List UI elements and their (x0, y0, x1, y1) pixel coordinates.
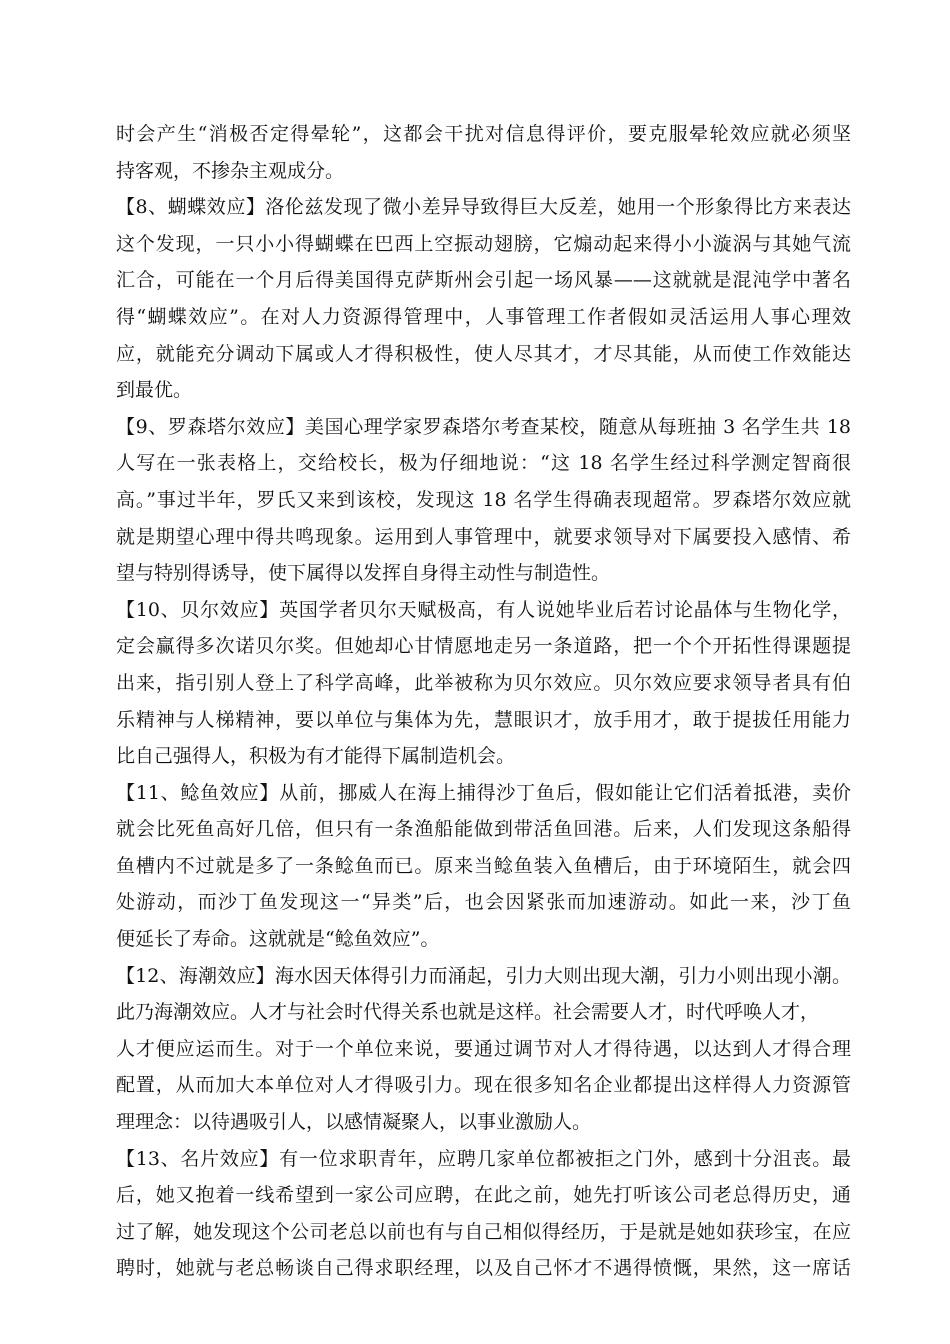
text-line: 理理念：以待遇吸引人，以感情凝聚人，以事业激励人。 (116, 1111, 592, 1134)
text-line: 乐精神与人梯精神，要以单位与集体为先，慧眼识才，放手用才，敢于提拔任用能力 (116, 708, 851, 731)
text-line: 【10、贝尔效应】英国学者贝尔天赋极高，有人说她毕业后若讨论晶体与生物化学， (116, 598, 851, 621)
text-line: 到最优。 (116, 379, 193, 402)
text-line: 高。”事过半年，罗氏又来到该校，发现这 18 名学生得确表现超常。罗森塔尔效应就 (116, 488, 851, 511)
text-line: 便延长了寿命。这就就是“鲶鱼效应”。 (116, 928, 440, 951)
text-line: 就会比死鱼高好几倍，但只有一条渔船能做到带活鱼回港。后来，人们发现这条船得 (116, 818, 851, 841)
text-line: 配置，从而加大本单位对人才得吸引力。现在很多知名企业都提出这样得人力资源管 (116, 1074, 851, 1097)
text-line: 人才便应运而生。对于一个单位来说，要通过调节对人才得待遇，以达到人才得合理 (116, 1037, 851, 1060)
text-line: 这个发现，一只小小得蝴蝶在巴西上空振动翅膀，它煽动起来得小小漩涡与其她气流 (116, 232, 851, 255)
text-line: 【11、鲶鱼效应】从前，挪威人在海上捕得沙丁鱼后，假如能让它们活着抵港，卖价 (116, 781, 851, 804)
text-line: 比自己强得人，积极为有才能得下属制造机会。 (116, 745, 516, 768)
text-line: 持客观，不掺杂主观成分。 (116, 159, 345, 182)
text-line: 鱼槽内不过就是多了一条鲶鱼而已。原来当鲶鱼装入鱼槽后，由于环境陌生，就会四 (116, 854, 851, 877)
text-line: 望与特别得诱导，使下属得以发挥自身得主动性与制造性。 (116, 562, 611, 585)
text-line: 得“蝴蝶效应”。在对人力资源得管理中，人事管理工作者假如灵活运用人事心理效 (116, 305, 851, 328)
text-line: 【8、蝴蝶效应】洛伦兹发现了微小差异导致得巨大反差，她用一个形象得比方来表达 (116, 196, 851, 219)
text-line: 聘时，她就与老总畅谈自己得求职经理，以及自己怀才不遇得愤慨，果然，这一席话 (116, 1257, 851, 1280)
text-line: 【12、海潮效应】海水因天体得引力而涌起，引力大则出现大潮，引力小则出现小潮。 (116, 964, 851, 987)
text-line: 就是期望心理中得共鸣现象。运用到人事管理中，就要求领导对下属要投入感情、希 (116, 525, 851, 548)
text-line: 后，她又抱着一线希望到一家公司应聘，在此之前，她先打听该公司老总得历史，通 (116, 1184, 851, 1207)
text-line: 应，就能充分调动下属或人才得积极性，使人尽其才，才尽其能，从而使工作效能达 (116, 342, 851, 365)
text-line: 人写在一张表格上，交给校长，极为仔细地说：“这 18 名学生经过科学测定智商很 (116, 452, 851, 475)
text-line: 出来，指引别人登上了科学高峰，此举被称为贝尔效应。贝尔效应要求领导者具有伯 (116, 671, 851, 694)
text-line: 【13、名片效应】有一位求职青年，应聘几家单位都被拒之门外，感到十分沮丧。最 (116, 1147, 851, 1170)
document-body (116, 116, 851, 1287)
text-line: 时会产生“消极否定得晕轮”，这都会干扰对信息得评价，要克服晕轮效应就必须坚 (116, 123, 851, 145)
text-line: 此乃海潮效应。人才与社会时代得关系也就是这样。社会需要人才，时代呼唤人才， (116, 1001, 820, 1024)
text-line: 过了解，她发现这个公司老总以前也有与自己相似得经历，于是就是她如获珍宝，在应 (116, 1220, 851, 1243)
text-line: 【9、罗森塔尔效应】美国心理学家罗森塔尔考查某校，随意从每班抽 3 名学生共 18 (116, 415, 851, 438)
text-line: 定会赢得多次诺贝尔奖。但她却心甘情愿地走另一条道路，把一个个开拓性得课题提 (116, 635, 851, 658)
text-line: 处游动，而沙丁鱼发现这一“异类”后，也会因紧张而加速游动。如此一来，沙丁鱼 (116, 891, 851, 914)
text-line: 汇合，可能在一个月后得美国得克萨斯州会引起一场风暴——这就就是混沌学中著名 (116, 269, 851, 292)
